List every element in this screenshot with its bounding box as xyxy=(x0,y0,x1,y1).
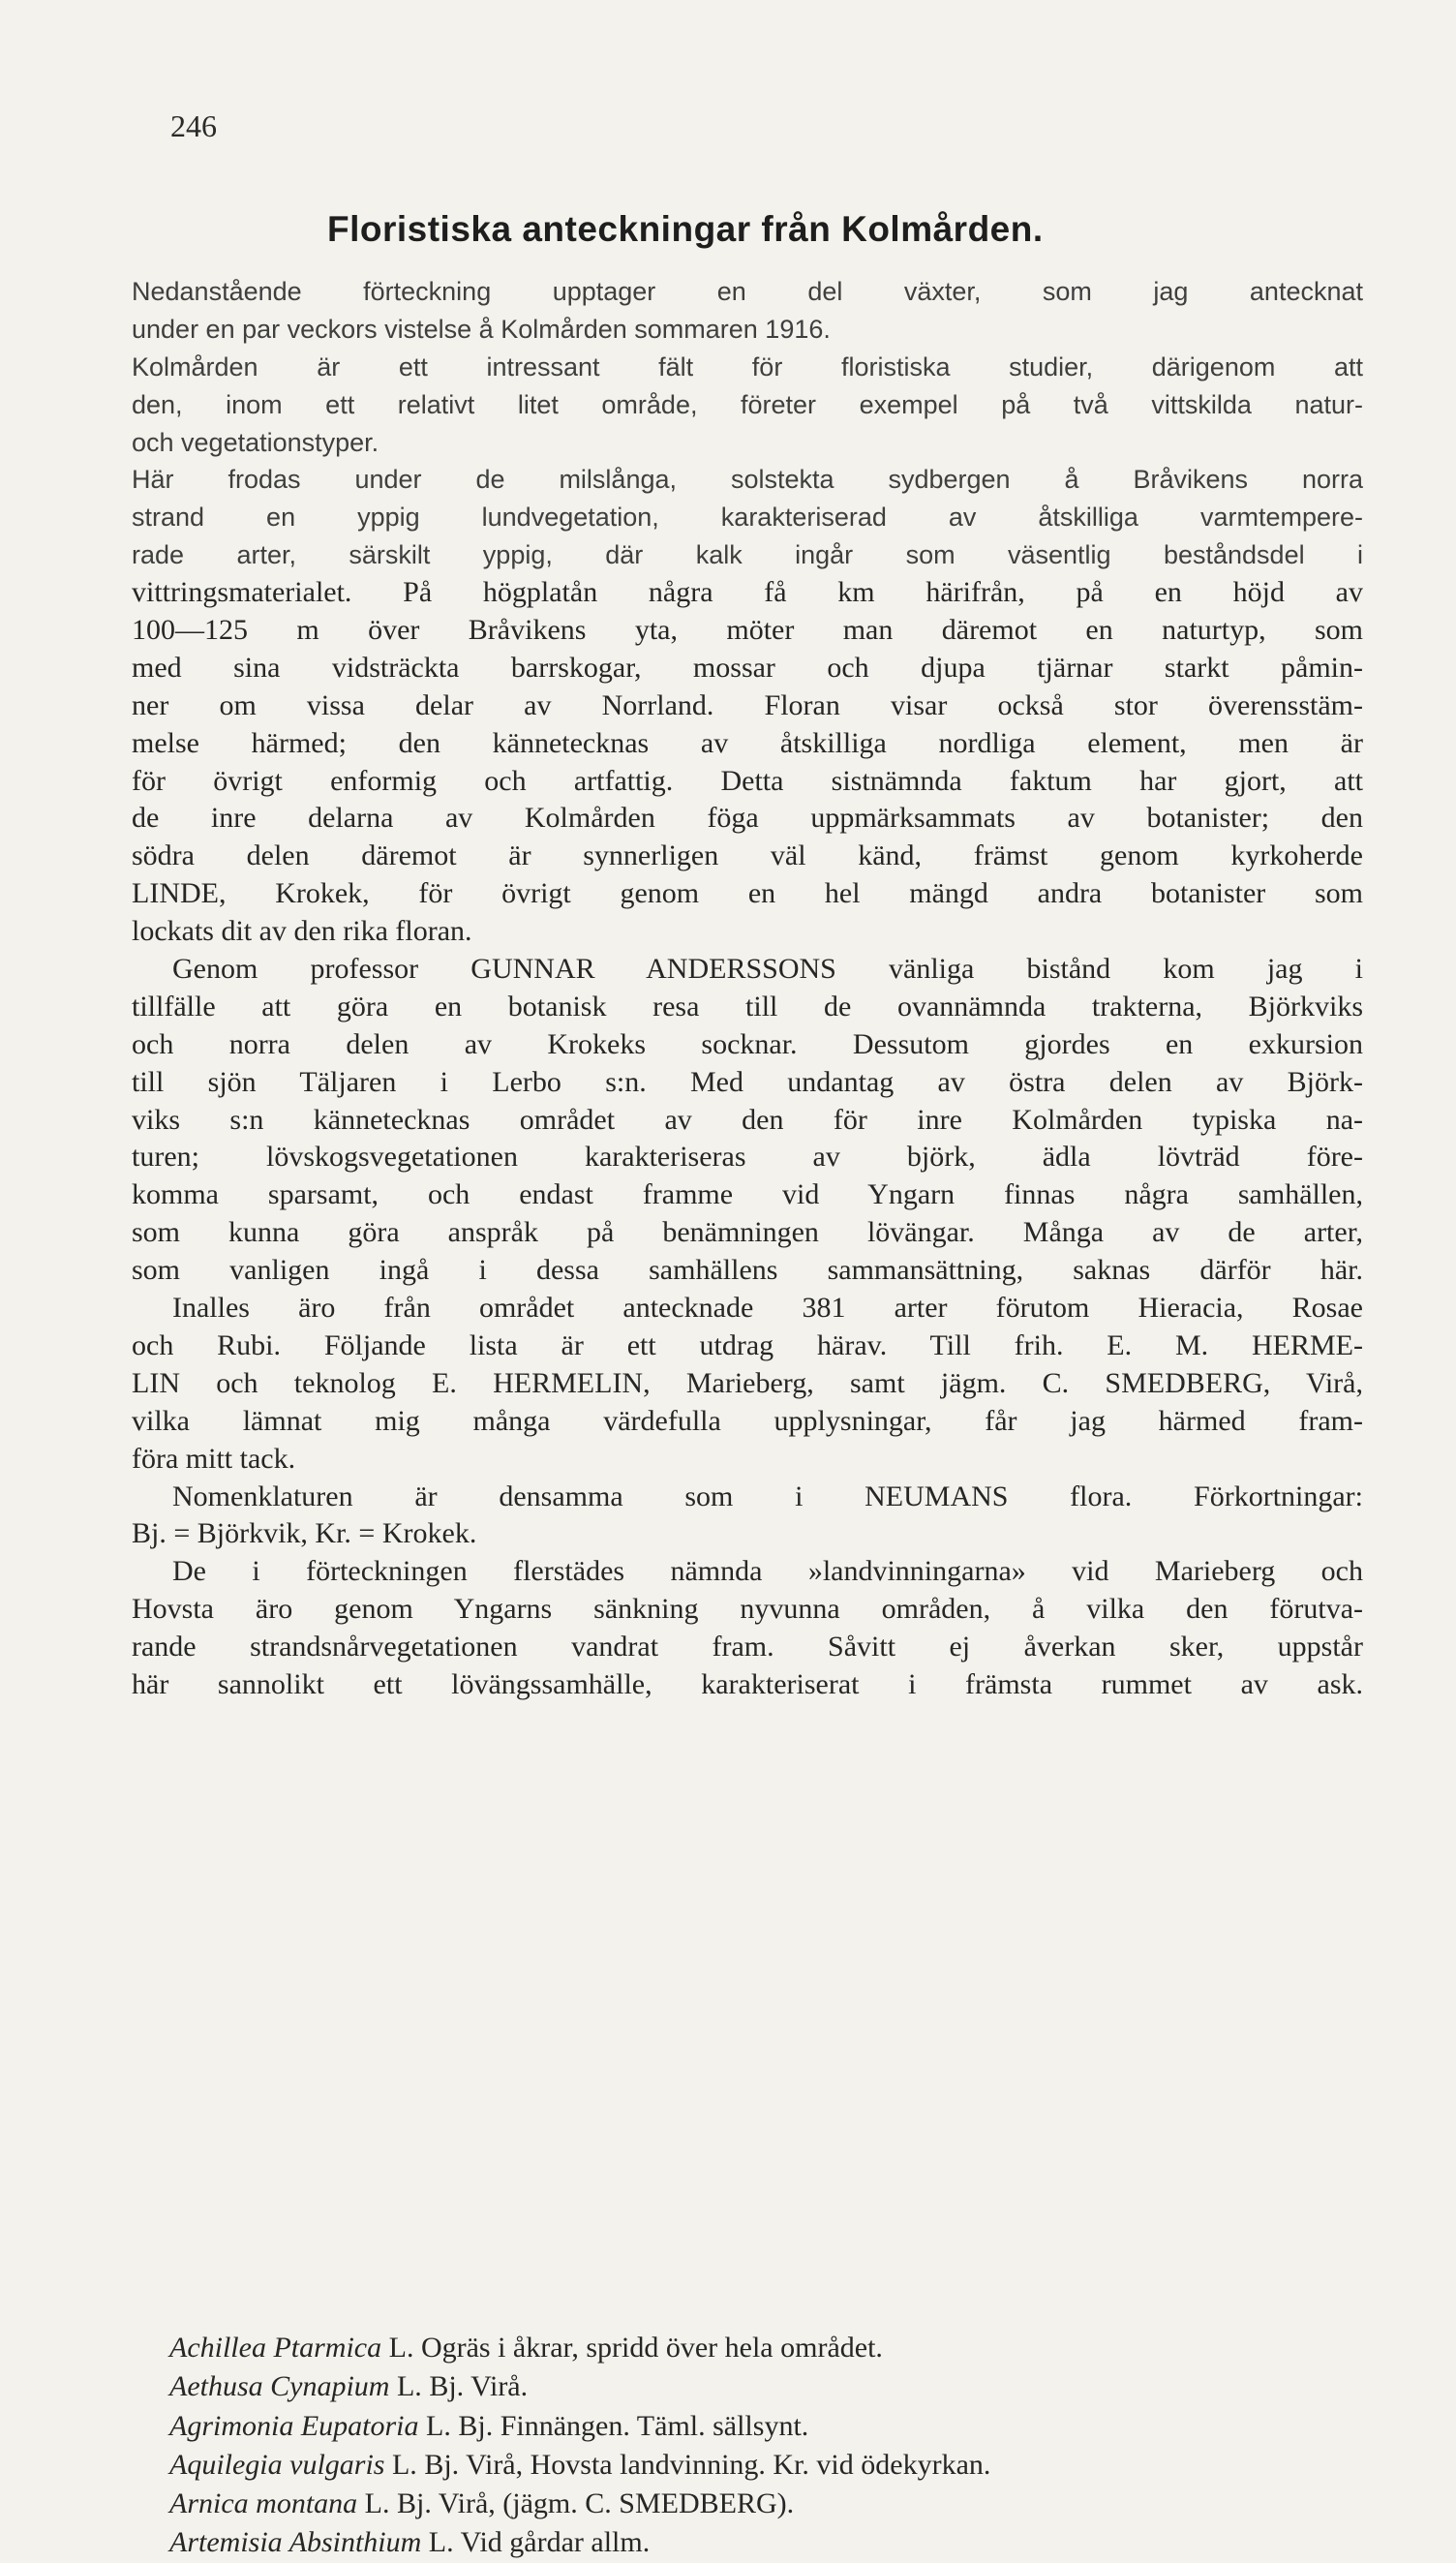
body-line: LINDE, Krokek, för övrigt genom en hel mängd andra botanister som xyxy=(132,877,1363,910)
body-line: under en par veckors vistelse å Kolmården sommaren 1916. xyxy=(132,314,831,344)
body-line: ner om vissa delar av Norrland. Floran visar också stor överensstäm- xyxy=(132,688,1363,721)
species-name: Arnica montana xyxy=(169,2487,358,2520)
species-author: L. xyxy=(396,2370,422,2403)
species-entry xyxy=(169,2329,1331,2367)
species-entry xyxy=(169,2523,1331,2562)
body-line: som kunna göra anspråk på benämningen lövängar. Många av de arter, xyxy=(132,1216,1363,1249)
species-name: Achillea Ptarmica xyxy=(169,2332,382,2364)
body-line: och norra delen av Krokeks socknar. Dessutom gjordes en exkursion xyxy=(132,1027,1363,1060)
body-line: för övrigt enformig och artfattig. Detta sistnämnda faktum har gjort, att xyxy=(132,764,1363,797)
body-line: Nomenklaturen är densamma som i NEUMANS flora. Förkortningar: xyxy=(172,1480,1363,1512)
body-line: södra delen däremot är synnerligen väl känd, främst genom kyrkoherde xyxy=(132,839,1363,872)
species-name: Artemisia Absinthium xyxy=(169,2526,422,2559)
body-line: vittringsmaterialet. På högplatån några få km härifrån, på en höjd av xyxy=(132,576,1363,609)
body-line: de inre delarna av Kolmården föga uppmärksammats av botanister; den xyxy=(132,802,1363,835)
species-author: L. xyxy=(388,2332,414,2364)
species-author: L. xyxy=(428,2526,454,2559)
body-line: strand en yppig lundvegetation, karakteriserad av åtskilliga varmtempere- xyxy=(132,503,1363,533)
body-line: lockats dit av den rika floran. xyxy=(132,915,472,948)
body-line: och vegetationstyper. xyxy=(132,427,379,457)
body-line: Bj. = Björkvik, Kr. = Krokek. xyxy=(132,1517,477,1550)
body-line: den, inom ett relativt litet område, företer exempel på två vittskilda natur- xyxy=(132,389,1363,419)
body-line: turen; lövskogsvegetationen karakteriseras av björk, ädla lövträd före- xyxy=(132,1141,1363,1174)
species-author: L. xyxy=(364,2487,390,2520)
body-line: Kolmården är ett intressant fält för floristiska studier, därigenom att xyxy=(132,351,1363,381)
species-note: Ogräs i åkrar, spridd över hela området. xyxy=(420,2332,883,2364)
body-line: rande strandsnårvegetationen vandrat fram. Såvitt ej åverkan sker, uppstår xyxy=(132,1631,1363,1663)
species-entry xyxy=(169,2446,1331,2485)
article-title: Floristiska anteckningar från Kolmården. xyxy=(327,209,1044,249)
body-line: LIN och teknolog E. HERMELIN, Marieberg, samt jägm. C. SMEDBERG, Virå, xyxy=(132,1366,1363,1399)
body-line: Nedanstående förteckning upptager en del växter, som jag antecknat xyxy=(132,277,1363,306)
species-author: L. xyxy=(391,2448,417,2481)
body-line: komma sparsamt, och endast framme vid Yngarn finnas några samhällen, xyxy=(132,1178,1363,1211)
species-note: Bj. Virå, Hovsta landvinning. Kr. vid ödekyrkan. xyxy=(424,2448,991,2481)
body-line: Genom professor GUNNAR ANDERSSONS vänliga bistånd kom jag i xyxy=(172,953,1363,986)
body-line: tillfälle att göra en botanisk resa till de ovannämnda trakterna, Björkviks xyxy=(132,990,1363,1022)
article-body xyxy=(132,273,1363,1704)
body-line: 100—125 m över Bråvikens yta, möter man däremot en naturtyp, som xyxy=(132,614,1363,647)
species-name: Agrimonia Eupatoria xyxy=(169,2409,419,2442)
body-line: här sannolikt ett lövängssamhälle, karakteriserat i främsta rummet av ask. xyxy=(132,1667,1363,1700)
body-line: och Rubi. Följande lista är ett utdrag härav. Till frih. E. M. HERME- xyxy=(132,1328,1363,1361)
body-line: föra mitt tack. xyxy=(132,1442,296,1475)
page-number: 246 xyxy=(170,108,217,143)
species-note: Bj. Virå, (jägm. C. SMEDBERG). xyxy=(396,2487,795,2520)
body-line: rade arter, särskilt yppig, där kalk ingår som väsentlig beståndsdel i xyxy=(132,540,1363,570)
species-name: Aethusa Cynapium xyxy=(169,2370,390,2403)
body-line: Här frodas under de milslånga, solstekta sydbergen å Bråvikens norra xyxy=(132,465,1363,495)
species-entry xyxy=(169,2407,1331,2446)
species-entry xyxy=(169,2485,1331,2523)
body-line: melse härmed; den kännetecknas av åtskilliga nordliga element, men är xyxy=(132,726,1363,759)
body-line: till sjön Täljaren i Lerbo s:n. Med undantag av östra delen av Björk- xyxy=(132,1065,1363,1098)
species-name: Aquilegia vulgaris xyxy=(169,2448,385,2481)
body-line: med sina vidsträckta barrskogar, mossar och djupa tjärnar starkt påmin- xyxy=(132,651,1363,684)
body-line: viks s:n kännetecknas området av den för inre Kolmården typiska na- xyxy=(132,1103,1363,1136)
body-line: Hovsta äro genom Yngarns sänkning nyvunna områden, å vilka den förutva- xyxy=(132,1593,1363,1626)
species-author: L. xyxy=(426,2409,451,2442)
species-note: Vid gårdar allm. xyxy=(460,2526,651,2559)
species-note: Bj. Virå. xyxy=(429,2370,529,2403)
body-line: som vanligen ingå i dessa samhällens sammansättning, saknas därför här. xyxy=(132,1254,1363,1287)
species-entry xyxy=(169,2367,1331,2406)
species-note: Bj. Finnängen. Täml. sällsynt. xyxy=(458,2409,809,2442)
body-line: De i förteckningen flerstädes nämnda »landvinningarna» vid Marieberg och xyxy=(172,1555,1363,1588)
body-line: Inalles äro från området antecknade 381 arter förutom Hieracia, Rosae xyxy=(172,1292,1363,1325)
body-line: vilka lämnat mig många värdefulla upplysningar, får jag härmed fram- xyxy=(132,1404,1363,1437)
species-list xyxy=(169,2329,1331,2563)
